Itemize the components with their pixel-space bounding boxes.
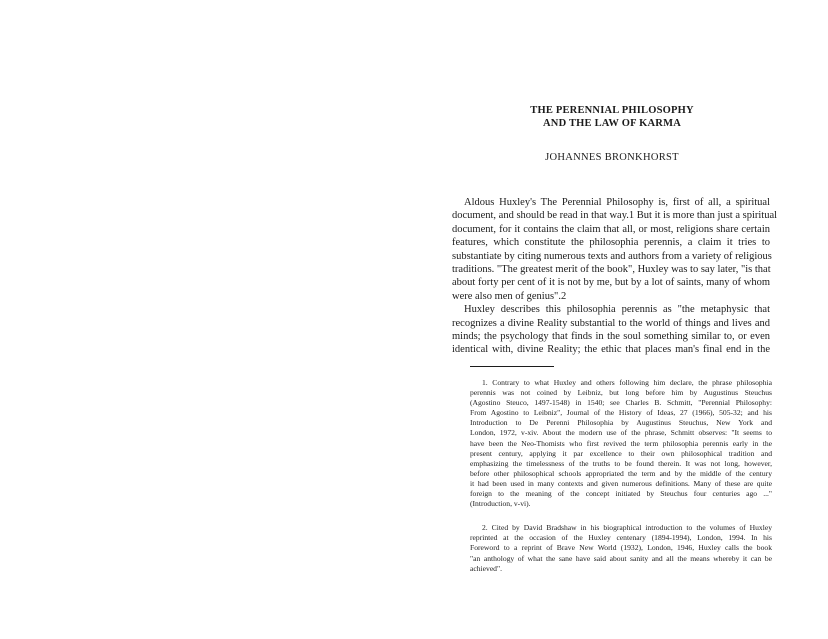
footnote-line: From Agostino to Leibniz", Journal of the History of Ideas, 27 (1966), 505-32; and his [470, 408, 772, 418]
footnote-line: it had been used in many contexts and given numerous definitions. Many of these are quite [470, 478, 772, 488]
footnote-line: (Agostino Steuco, 1497-1548) in 1540; see Charles B. Schmitt, "Perennial Philosophy: [470, 398, 772, 408]
footnote-line: reprinted at the occasion of the Huxley centenary (1894-1994), London, 1994. In his [470, 533, 772, 543]
footnote-line: 2. Cited by David Bradshaw in his biographical introduction to the volumes of Huxley [482, 523, 772, 533]
footnote-line: foreign to the meaning of the concept initiated by Steuchus four centuries ago ..." [470, 489, 772, 499]
body-line: document, for it contains the claim that all, or most, religions share certain [452, 223, 770, 235]
article-title [452, 104, 772, 130]
body-line: were also men of genius".2 [452, 290, 567, 302]
footnote-2 [470, 523, 772, 573]
body-line: document, and should be read in that way.1 But it is more than just a spiritual [452, 210, 778, 222]
footnote-line: perennis was not coined by Leibniz, but long before him by Augustinus Steuchus [470, 388, 772, 398]
footnote-line: London, 1972, v-xiv. About the modern use of the phrase, Schmitt observes: "It seems to [470, 428, 772, 438]
author-name: JOHANNES BRONKHORST [545, 152, 679, 163]
footnote-line: 1. Contrary to what Huxley and others following him declare, the phrase philosophia [482, 378, 772, 387]
body-text [452, 196, 778, 357]
body-line: minds; the psychology that finds in the soul something similar to, or even [452, 331, 770, 343]
footnotes [470, 378, 772, 574]
footnote-line: "an anthology of what the sane have said about sanity and all the means whereby it can be [470, 553, 772, 563]
footnote-divider [470, 366, 554, 367]
footnote-line: achieved". [470, 563, 502, 573]
footnote-line: present century, applying it par excellence to their own philosophical tradition and [470, 448, 772, 458]
footnote-line: Introduction to De Perenni Philosophia by Augustinus Steuchus, New York and [470, 418, 772, 428]
title-line-2: AND THE LAW OF KARMA [543, 118, 681, 129]
footnote-1 [470, 378, 772, 509]
footnote-line: before other philosophical schools appropriated the term and by the middle of the century [470, 468, 772, 478]
body-line: substantiate by citing numerous texts and authors from a variety of religious [452, 250, 772, 262]
footnote-line: (Introduction, v-vi). [470, 499, 531, 509]
title-line-1: THE PERENNIAL PHILOSOPHY [530, 105, 694, 116]
body-line: Aldous Huxley's The Perennial Philosophy is, first of all, a spiritual [464, 197, 770, 208]
footnote-line: emphasizing the timelessness of the truths to be found therein. It was not long, however, [470, 458, 772, 468]
body-line: about forty per cent of it is not by me, but by a lot of saints, many of whom [452, 277, 770, 289]
body-line: recognizes a divine Reality substantial to the world of things and lives and [452, 317, 770, 329]
body-line: Huxley describes this philosophia perennis as "the metaphysic that [464, 304, 770, 316]
body-line: identical with, divine Reality; the ethic that places man's final end in the [452, 344, 770, 356]
body-line: traditions. "The greatest merit of the book", Huxley was to say later, "is that [452, 264, 771, 276]
footnote-line: have been the Neo-Thomists who first revived the term philosophia perennis early in the [470, 438, 772, 448]
body-line: features, which constitute the philosophia perennis, a claim it tries to [452, 237, 770, 249]
footnote-line: Foreword to a reprint of Brave New World (1932), London, 1946, Huxley calls the book [470, 543, 772, 553]
footnote-spacer [470, 509, 772, 523]
